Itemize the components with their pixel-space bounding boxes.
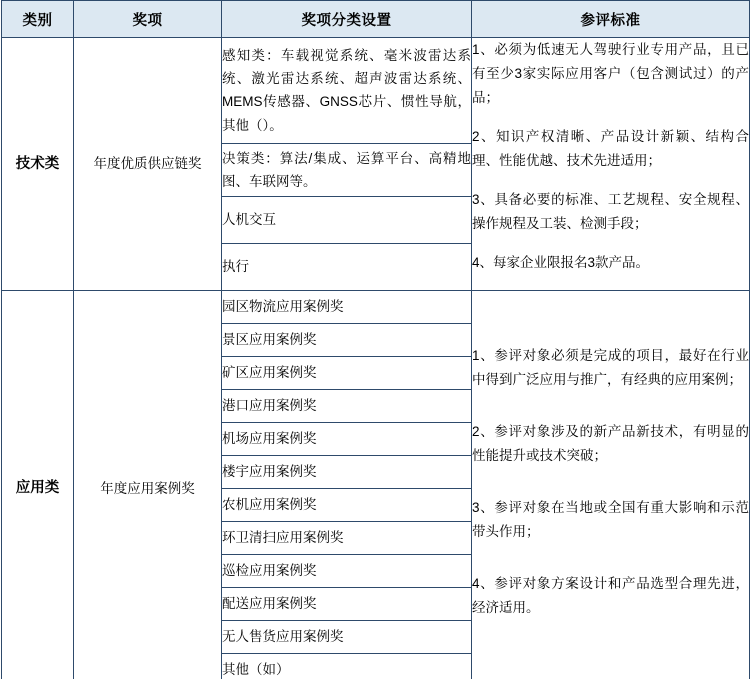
criteria-item: 4、每家企业限报名3款产品。 <box>472 255 650 271</box>
category-cell-technology: 技术类 <box>2 38 74 291</box>
column-header-award: 奖项 <box>74 1 222 38</box>
category-cell-application: 应用类 <box>2 291 74 679</box>
classification-building: 楼宇应用案例奖 <box>222 456 472 489</box>
criteria-item: 4、参评对象方案设计和产品选型合理先进，经济适用。 <box>472 575 749 615</box>
classification-perception: 感知类：车载视觉系统、毫米波雷达系统、激光雷达系统、超声波雷达系统、MEMS传感器、GNSS芯片、惯性导航，其他（）。 <box>222 38 472 144</box>
column-header-category: 类别 <box>2 1 74 38</box>
classification-decision: 决策类：算法/集成、运算平台、高精地图、车联网等。 <box>222 143 472 196</box>
classification-scenic-area: 景区应用案例奖 <box>222 324 472 357</box>
criteria-item: 3、具备必要的标准、工艺规程、安全规程、操作规程及工装、检测手段； <box>472 192 749 232</box>
criteria-cell-technology <box>472 38 750 291</box>
criteria-cell-application <box>472 291 750 679</box>
classification-port: 港口应用案例奖 <box>222 390 472 423</box>
classification-sanitation-cleaning: 环卫清扫应用案例奖 <box>222 522 472 555</box>
classification-delivery: 配送应用案例奖 <box>222 588 472 621</box>
table-header-row <box>2 1 750 38</box>
classification-agricultural-machinery: 农机应用案例奖 <box>222 489 472 522</box>
classification-other: 其他（如） <box>222 654 472 679</box>
classification-inspection: 巡检应用案例奖 <box>222 555 472 588</box>
table-header <box>2 1 750 38</box>
classification-mining-area: 矿区应用案例奖 <box>222 357 472 390</box>
criteria-item: 2、知识产权清晰、产品设计新颖、结构合理、性能优越、技术先进适用； <box>472 129 749 169</box>
table-body <box>2 38 750 679</box>
column-header-classification: 奖项分类设置 <box>222 1 472 38</box>
classification-hmi: 人机交互 <box>222 197 472 244</box>
criteria-item: 2、参评对象涉及的新产品新技术，有明显的性能提升或技术突破； <box>472 423 749 463</box>
classification-airport: 机场应用案例奖 <box>222 423 472 456</box>
award-cell-application-case: 年度应用案例奖 <box>74 291 222 679</box>
award-criteria-table <box>1 0 750 679</box>
table-row <box>2 38 750 144</box>
criteria-item: 3、参评对象在当地或全国有重大影响和示范带头作用； <box>472 499 749 539</box>
classification-execution: 执行 <box>222 244 472 291</box>
classification-park-logistics: 园区物流应用案例奖 <box>222 291 472 324</box>
criteria-item: 1、必须为低速无人驾驶行业专用产品，且已有至少3家实际应用客户（包含测试过）的产品； <box>472 42 749 106</box>
criteria-item: 1、参评对象必须是完成的项目，最好在行业中得到广泛应用与推广，有经典的应用案例； <box>472 347 749 387</box>
column-header-criteria: 参评标准 <box>472 1 750 38</box>
award-cell-supply-chain: 年度优质供应链奖 <box>74 38 222 291</box>
classification-unmanned-retail: 无人售货应用案例奖 <box>222 621 472 654</box>
table-row <box>2 291 750 324</box>
